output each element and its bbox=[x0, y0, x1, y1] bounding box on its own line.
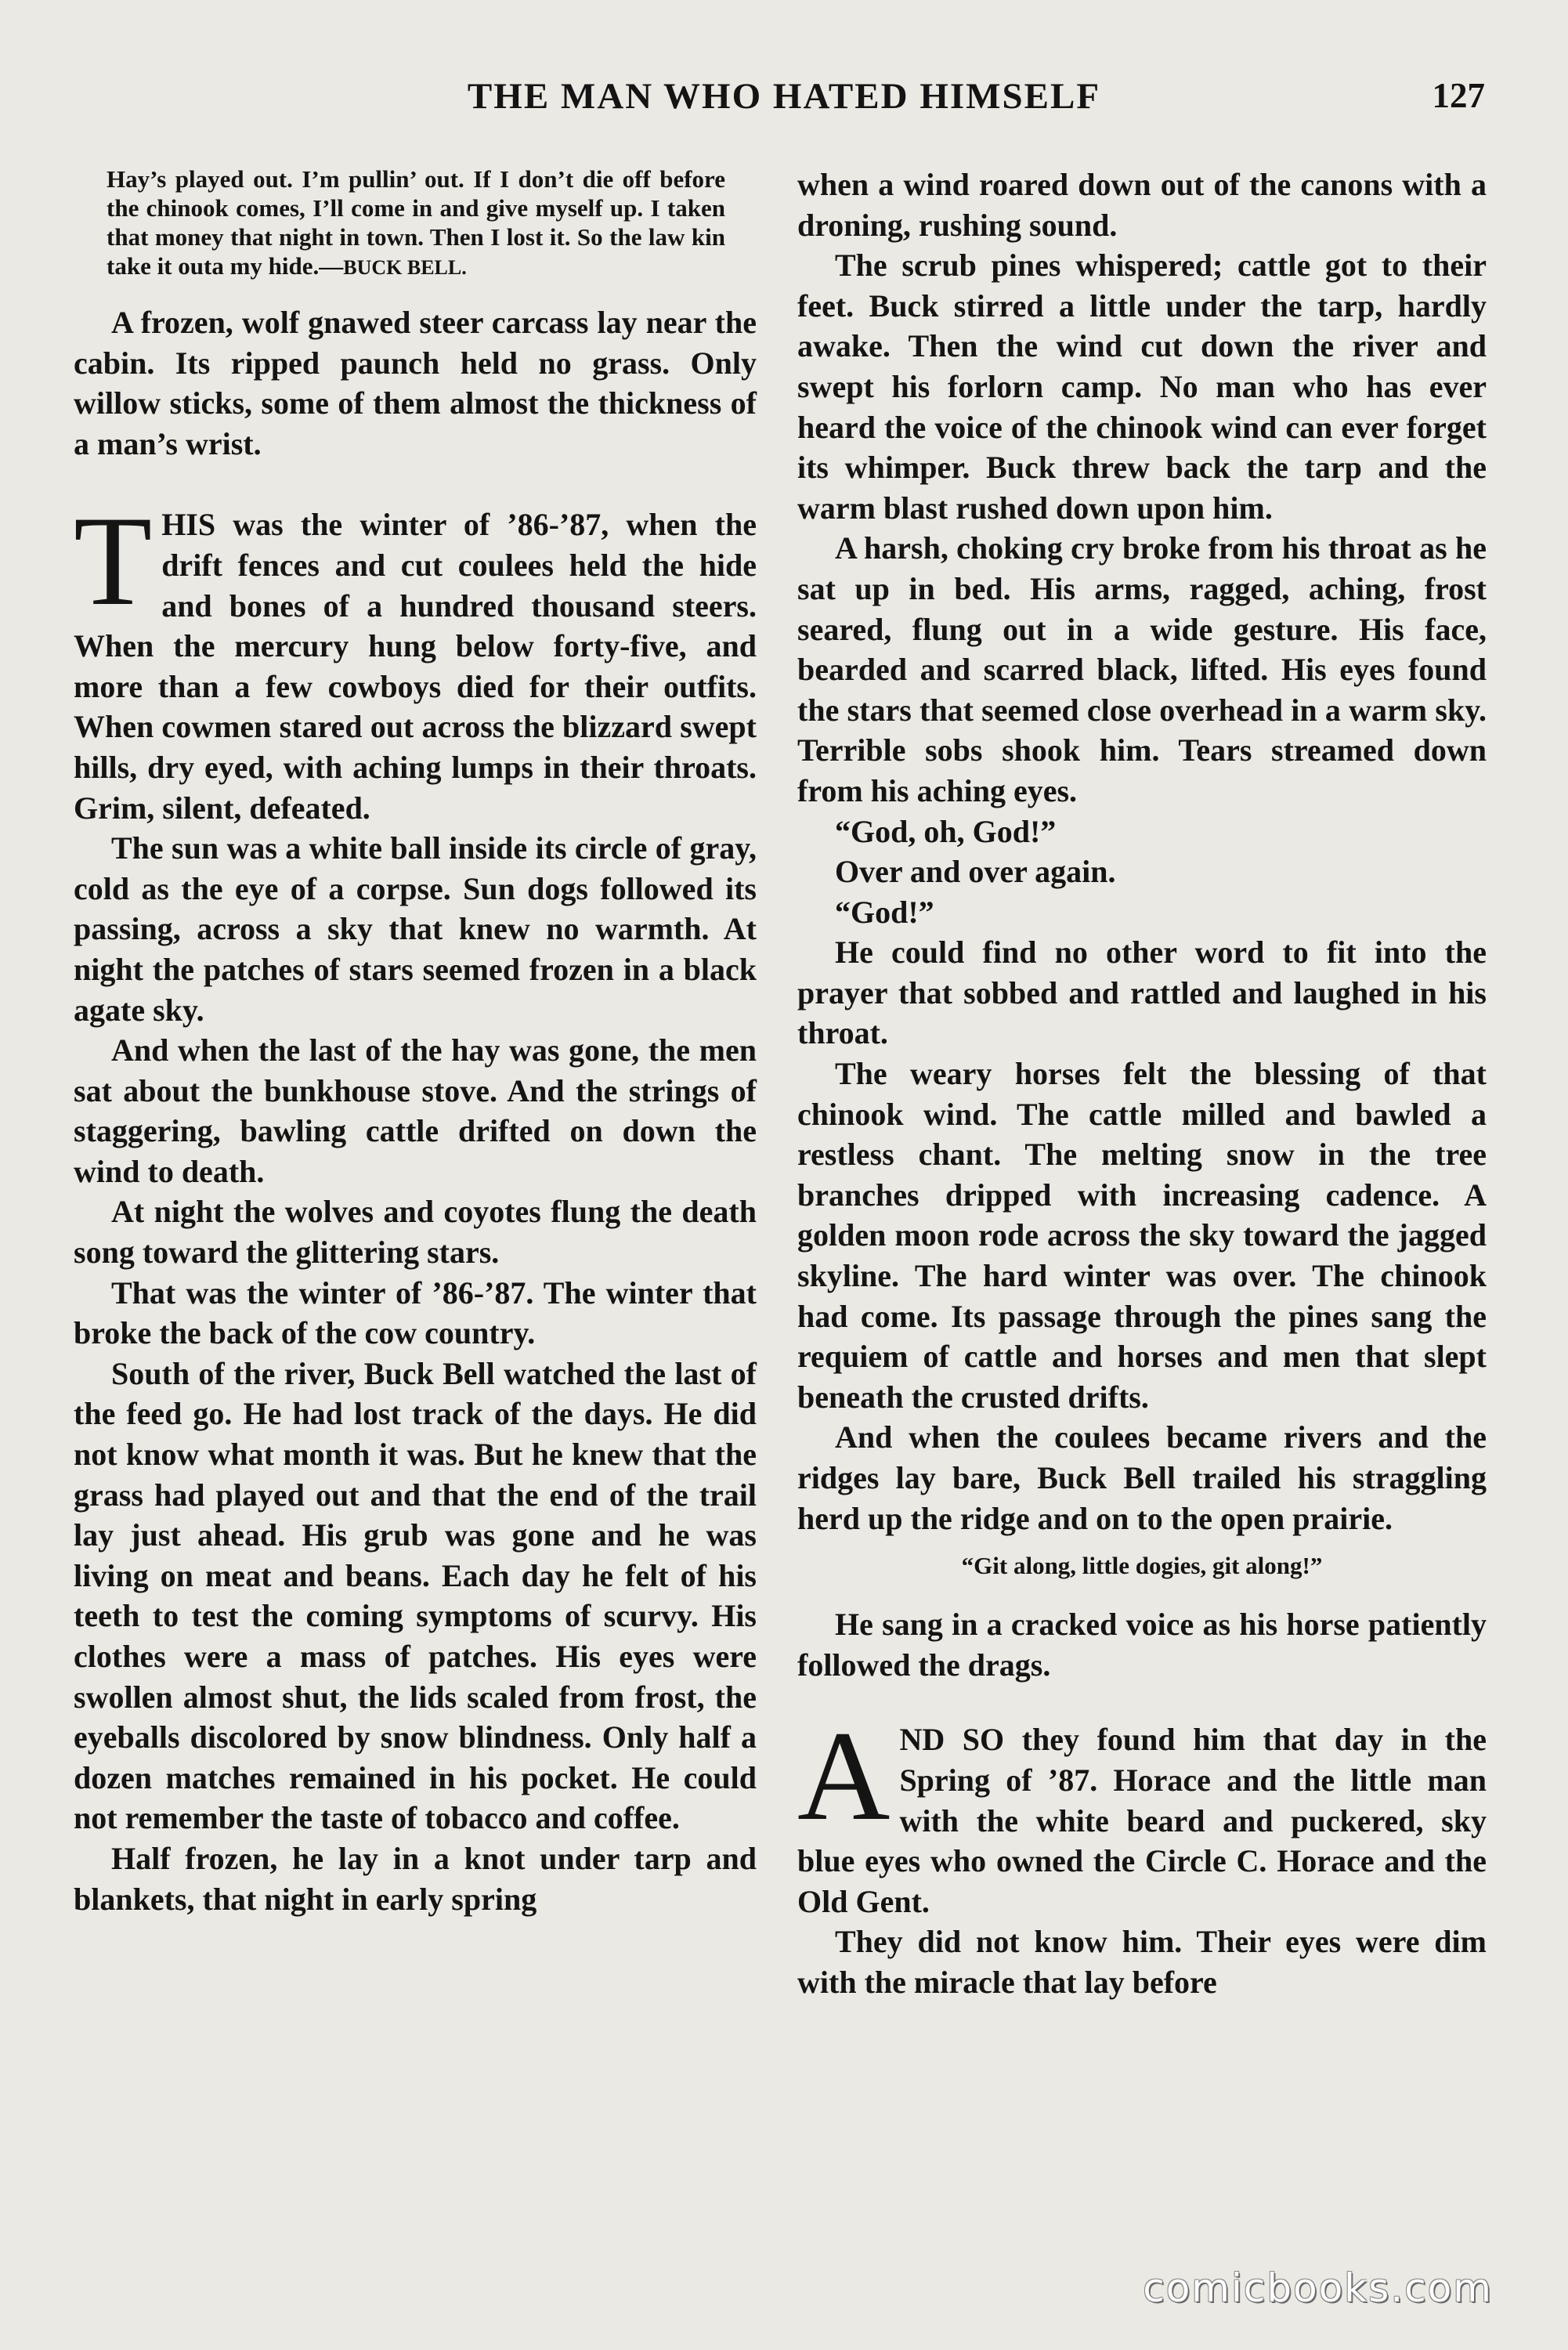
paragraph: The scrub pines whispered; cattle got to their feet. Buck stirred a little under the tarp, hardly awake. Then the wind cut down the river and swept his forlorn camp. No man who has ever heard the voice of the chinook wind can ever forget its whimper. Buck threw back the tarp and the warm blast rushed down upon him. bbox=[797, 248, 1487, 526]
paragraph: Over and over again. bbox=[835, 854, 1116, 890]
page-header bbox=[0, 75, 1568, 122]
paragraph: That was the winter of ’86-’87. The winter that broke the back of the cow country. bbox=[74, 1274, 757, 1351]
paragraph: They did not know him. Their eyes were dim with the miracle that lay before bbox=[797, 1924, 1487, 2000]
paragraph-text: ND SO they found him that day in the Spring of ’87. Horace and the little man with the white beard and puckered, sky blue eyes who owned the Circle C. Horace and the Old Gent. bbox=[797, 1722, 1487, 1919]
paragraph: “God, oh, God!” bbox=[835, 813, 1057, 849]
paragraph: The sun was a white ball inside its circle of gray, cold as the eye of a corpse. Sun dogs followed its passing, across a sky that knew no warmth. At night the patches of stars seemed frozen in a black agate sky. bbox=[74, 830, 757, 1028]
paragraph: And when the last of the hay was gone, the men sat about the bunkhouse stove. And the strings of staggering, bawling cattle drifted on down the wind to death. bbox=[74, 1032, 757, 1189]
paragraph: At night the wolves and coyotes flung the death song toward the glittering stars. bbox=[74, 1194, 757, 1271]
paragraph: A harsh, choking cry broke from his throat as he sat up in bed. His arms, ragged, aching, frost seared, flung out in a wide gesture. His face, bearded and scarred black, lifted. His eyes found the stars that seemed close overhead in a warm sky. Terrible sobs shook him. Tears streamed down from his aching eyes. bbox=[797, 530, 1487, 808]
running-title: THE MAN WHO HATED HIMSELF bbox=[467, 76, 1101, 117]
song-line: “Git along, little dogies, git along!” bbox=[961, 1552, 1323, 1580]
drop-cap: T bbox=[74, 490, 153, 633]
paragraph: And when the coulees became rivers and the ridges lay bare, Buck Bell trailed his straggling herd up the ridge and on to the open prairie. bbox=[797, 1419, 1487, 1536]
paragraph: when a wind roared down out of the canons with a droning, rushing sound. bbox=[797, 167, 1487, 243]
right-column bbox=[797, 164, 1487, 2003]
paragraph: He sang in a cracked voice as his horse patiently followed the drags. bbox=[797, 1607, 1487, 1683]
drop-cap-paragraph bbox=[797, 1705, 1487, 1922]
note-text: Hay’s played out. I’m pullin’ out. If I don’t die off before the chinook comes, I’ll come in and give myself up. I taken that money that night in town. Then I lost it. So the law kin take it outa my hide.— bbox=[107, 165, 725, 280]
note-signature: BUCK BELL. bbox=[343, 256, 467, 279]
paragraph: He could find no other word to fit into the prayer that sobbed and rattled and laughed in his throat. bbox=[797, 935, 1487, 1051]
paragraph: South of the river, Buck Bell watched the last of the feed go. He had lost track of the days. He did not know what month it was. But he knew that the grass had played out and that the end of the trail lay just ahead. His grub was gone and he was living on meat and beans. Each day he felt of his teeth to test the coming symptoms of scurvy. His clothes were a mass of patches. His eyes were swollen almost shut, the lids scaled from frost, the eyeballs discolored by snow blindness. Only half a dozen matches remained in his pocket. He could not remember the taste of tobacco and coffee. bbox=[74, 1355, 757, 1836]
paragraph: A frozen, wolf gnawed steer carcass lay near the cabin. Its ripped paunch held no grass. Only willow sticks, some of them almost the thickness of a man’s wrist. bbox=[74, 305, 757, 461]
paragraph: “God!” bbox=[835, 894, 934, 930]
watermark-logo: comicbooks.com bbox=[1143, 2265, 1493, 2311]
drop-cap-paragraph bbox=[74, 490, 757, 828]
paragraph-text: HIS was the winter of ’86-’87, when the drift fences and cut coulees held the hide and bones of a hundred thousand steers. When the mercury hung below forty-five, and more than a few cowboys died for their outfits. When cowmen stared out across the blizzard swept hills, dry eyed, with aching lumps in their throats. Grim, silent, defeated. bbox=[74, 507, 757, 826]
epigraph-note bbox=[107, 164, 725, 282]
left-column bbox=[74, 164, 757, 1919]
drop-cap: A bbox=[797, 1705, 891, 1848]
paragraph: The weary horses felt the blessing of that chinook wind. The cattle milled and bawled a restless chant. The melting snow in the tree branches dripped with increasing cadence. A golden moon rode across the sky toward the jagged skyline. The hard winter was over. The chinook had come. Its passage through the pines sang the requiem of cattle and horses and men that slept beneath the crusted drifts. bbox=[797, 1056, 1487, 1415]
page-number: 127 bbox=[1432, 76, 1485, 115]
paragraph: Half frozen, he lay in a knot under tarp and blankets, that night in early spring bbox=[74, 1840, 757, 1917]
